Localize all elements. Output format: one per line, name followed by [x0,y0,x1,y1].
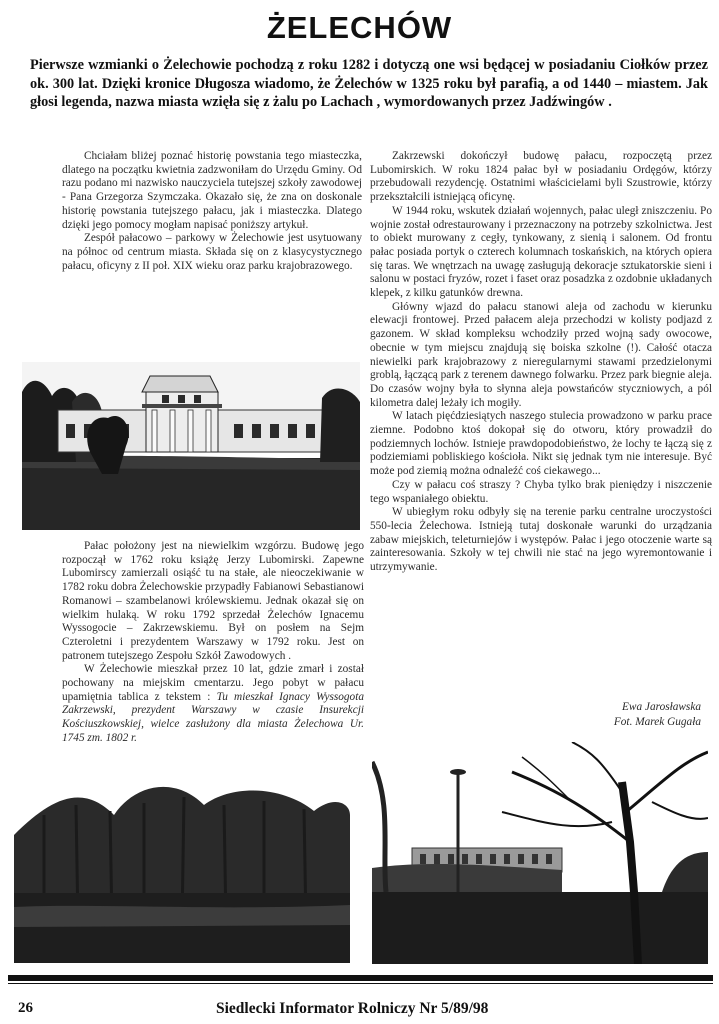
author-signature: Ewa Jarosławska [622,701,701,713]
photo-credit: Fot. Marek Gugała [613,716,701,728]
lead-paragraph: Pierwsze wzmianki o Żelechowie pochodzą z roku 1282 i dotyczą one wsi będącej w posiadaniu Ciołków przez ok. 300 lat. Dzięki kronice Długosza wiadomo, że Żelechów w 1325 roku był parafią, a od 1440 – miastem. Jak głosi legenda, nazwa miasta wzięła się z żalu po Lachach , wymordowanych przez Jadźwingów . [30,57,708,110]
page-number: 26 [18,1000,33,1016]
paragraph: Chciałam bliżej poznać historię powstania tego miasteczka, dlatego na początku kwietnia zadzwoniłam do Urzędu Gminy. Od razu podano mi nazwisko nauczyciela tutejszej szkoły zawodowej - Pana Grzegorza Szymczaka. Okazało się, że zna on doskonale historię powstania tutejszego pałacu, jak i miasteczka. Dlatego dzięki jego pomocy mogłam napisać poniższy artykuł. [62,150,362,231]
article-title: ŻELECHÓW [266,10,453,45]
right-column [370,150,712,575]
park-trees-photo [14,775,350,963]
paragraph: W ubiegłym roku odbyły się na terenie parku centralne uroczystości 550-lecia Żelechowa. Istnieją tutaj doskonałe warunki do urządzania zabaw miejskich, teleturniejów i występów. Pałac i jego otoczenie warte są zainteresowania. Szkoły w tej chwili nie stać na jego wyremontowanie i utrzymywanie. [370,506,712,574]
paragraph: Zespół pałacowo – parkowy w Żelechowie jest usytuowany na północ od centrum miasta. Składa się on z klasycystycznego pałacu, oficyny z II poł. XIX wieku oraz parku krajobrazowego. [62,232,362,272]
paragraph: W 1944 roku, wskutek działań wojennych, pałac uległ zniszczeniu. Po wojnie został odrestaurowany i przeznaczony na potrzeby szkolnictwa. Jest to obiekt murowany z cegły, tynkowany, z sienią i salonem. Od frontu pałac posiada portyk o czterech kolumnach toskańskich, na których opiera się taras. We wnętrzach na uwagę zasługują dekoracje sztukatorskie sieni i salonu w postaci fryzów, rozet i faset oraz posadzka z ozdobnie układanych klepek, z kilku gatunków drewna. [370,204,712,300]
paragraph [62,663,364,745]
bare-tree-photo [372,742,708,964]
publication-title: Siedlecki Informator Rolniczy Nr 5/89/98 [216,1000,489,1017]
footer-divider [8,975,713,981]
footer-divider-thin [8,983,713,984]
left-column-top [62,150,362,273]
paragraph: W latach pięćdziesiątych naszego stulecia prowadzono w parku prace ziemne. Podobno ktoś dokopał się do otworu, który prowadził do podziemnych lochów. Istnieje prawdopodobieństwo, że lochy te łączą się z podziemiami pobliskiego kościoła. Nikt się jednak tym nie interesuje. Być może pod ziemią można odnaleźć coś ciekawego... [370,410,712,478]
palace-photo [22,362,360,530]
paragraph: Czy w pałacu coś straszy ? Chyba tylko brak pieniędzy i niszczenie tego wspaniałego obiektu. [370,478,712,505]
left-column-middle [62,540,364,746]
paragraph: Zakrzewski dokończył budowę pałacu, rozpoczętą przez Lubomirskich. W roku 1824 pałac był w posiadaniu Ordęgów, którzy przebudowali rezydencję. Ostatnimi właścicielami byli Szustrowie, którzy przekształcili istniejącą oficynę. [370,150,712,204]
paragraph-text: W Żelechowie mieszkał przez 10 lat, gdzie zmarł i został pochowany na miejskim cmentarzu. Jego pobyt w pałacu upamiętnia tablica z tekstem : [62,663,364,703]
paragraph: Główny wjazd do pałacu stanowi aleja od zachodu w kierunku elewacji frontowej. Przed pałacem aleja przechodzi w kolisty podjazd z gazonem. W skład kompleksu wchodziły przed wojną sady owocowe, obecnie w tym miejscu znajdują się boiska szkolne (!). Całość otacza niewielki park krajobrazowy z nieregularnymi stawami przedzielonymi groblą, łączącą park z terenem dawnego folwarku. Przez park biegnie aleja. Do czasów wojny była to słynna aleja powstańców styczniowych, a pól kilometra dalej leżały ich mogiły. [370,300,712,409]
paragraph: Pałac położony jest na niewielkim wzgórzu. Budowę jego rozpoczął w 1762 roku książę Jerzy Lubomirski. Zapewne Lubomirscy zamierzali osiąść tu na stałe, ale nieoczekiwanie w 1782 roku dobra Żelechowskie przypadły Fabianowi Sebastianowi Romanowi – szambelanowi królewskiemu. Jednak okazał się on wielkim hulaką. W roku 1792 sprzedał Żelechów Ignacemu Wyssogocie – Zakrzewskiemu. Był on posłem na Sejm Czteroletni i prezydentem Warszawy w 1792 roku. Jest on patronem tutejszego Zespołu Szkół Zawodowych . [62,540,364,662]
memorial-plaque-quote: Tu mieszkał Ignacy Wyssogota Zakrzewski, prezydent Warszawy w czasie Insurekcji Kościuszkowskiej, wielce zasłużony dla miasta Żelechowa Ur. 1745 zm. 1802 r. [62,690,364,744]
